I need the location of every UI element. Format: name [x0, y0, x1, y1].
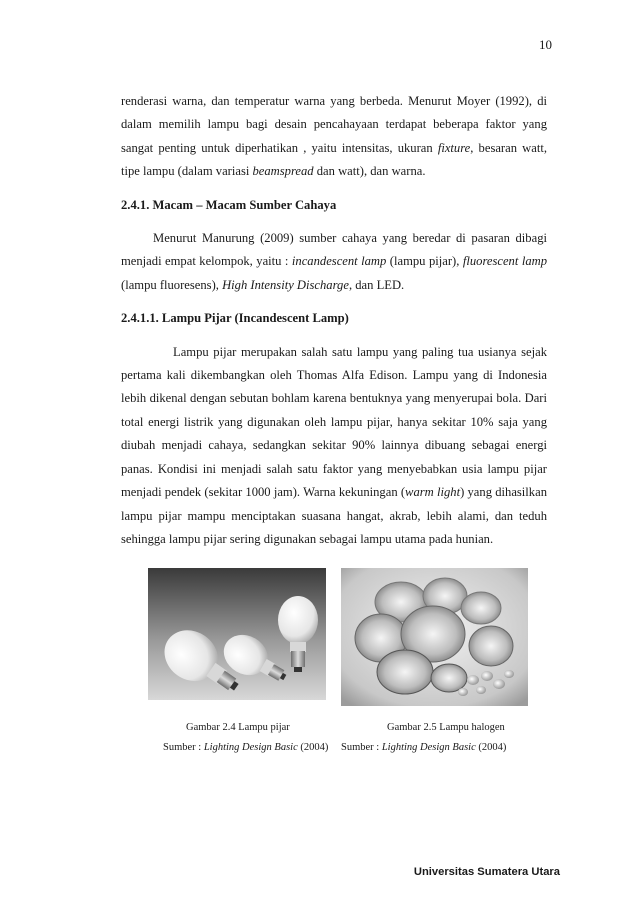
text-run: ) yang dihasilkan lampu pijar mampu menciptakan suasana hangat, akrab, lebih alami, dan teduh sehingga lampu pijar sering digunakan sebagai lampu utama pada hunian.	[121, 485, 547, 546]
italic-term: warm light	[405, 485, 461, 500]
university-footer: Universitas Sumatera Utara	[413, 866, 560, 878]
source-year: (2004)	[475, 742, 507, 753]
italic-term: beamspread	[252, 164, 314, 179]
text-run: dan watt), dan warna.	[313, 164, 426, 179]
paragraph-sumber-cahaya	[121, 227, 547, 297]
text-run: , dan LED.	[348, 277, 405, 292]
incandescent-bulbs-photo	[148, 568, 326, 700]
text-run: Menurut Manurung (2009) sumber cahaya yang beredar di pasaran dibagi menjadi empat kelompok, yaitu :	[121, 231, 547, 269]
body-text	[121, 90, 547, 551]
text-run: (lampu pijar),	[386, 254, 463, 269]
italic-term: incandescent lamp	[291, 254, 387, 269]
paragraph-intro	[121, 90, 547, 184]
text-run: (lampu fluoresens),	[121, 277, 223, 292]
section-heading-sumber-cahaya: 2.4.1. Macam – Macam Sumber Cahaya	[121, 197, 337, 212]
source-title: Lighting Design Basic	[381, 742, 476, 753]
text-run: , besaran watt, tipe lampu (dalam variasi	[121, 140, 547, 179]
paragraph-lampu-pijar	[121, 341, 547, 552]
italic-term: fixture	[437, 140, 471, 155]
figure-row	[148, 568, 528, 708]
source-title: Lighting Design Basic	[203, 742, 298, 753]
italic-term: High Intensity Discharge	[222, 277, 349, 292]
figure-source-lampu-halogen	[341, 742, 506, 753]
source-prefix: Sumber :	[341, 742, 382, 753]
source-year: (2004)	[297, 742, 329, 753]
text-run: Lampu pijar merupakan salah satu lampu yang paling tua usianya sejak pertama kali dikembangkan oleh Thomas Alfa Edison. Lampu yang di Indonesia lebih dikenal dengan sebutan bohlam karena bentuknya yang menyerupai bola. Dari total energi listrik yang digunakan oleh lampu pijar, hanya sekitar 10% saja yang diubah menjadi cahaya, sedangkan sekitar 90% lainnya dibuang sebagai energi panas. Kondisi ini menjadi salah satu faktor yang menyebabkan usia lampu pijar menjadi pendek (sekitar 1000 jam). Warna kekuningan (	[121, 344, 547, 500]
section-heading-lampu-pijar: 2.4.1.1. Lampu Pijar (Incandescent Lamp)	[121, 311, 349, 326]
text-run: renderasi warna, dan temperatur warna yang berbeda. Menurut Moyer (1992), di dalam memilih lampu bagi desain pencahayaan terdapat beberapa faktor yang sangat penting untuk diperhatikan , yaitu intensitas, ukuran	[121, 94, 547, 155]
italic-term: fluorescent lamp	[462, 254, 548, 269]
page-number: 10	[539, 37, 552, 52]
figure-caption-lampu-halogen: Gambar 2.5 Lampu halogen	[387, 722, 505, 733]
figure-caption-lampu-pijar: Gambar 2.4 Lampu pijar	[186, 722, 290, 733]
figure-source-lampu-pijar	[163, 742, 328, 753]
source-prefix: Sumber :	[163, 742, 204, 753]
halogen-lamps-photo	[341, 568, 528, 706]
